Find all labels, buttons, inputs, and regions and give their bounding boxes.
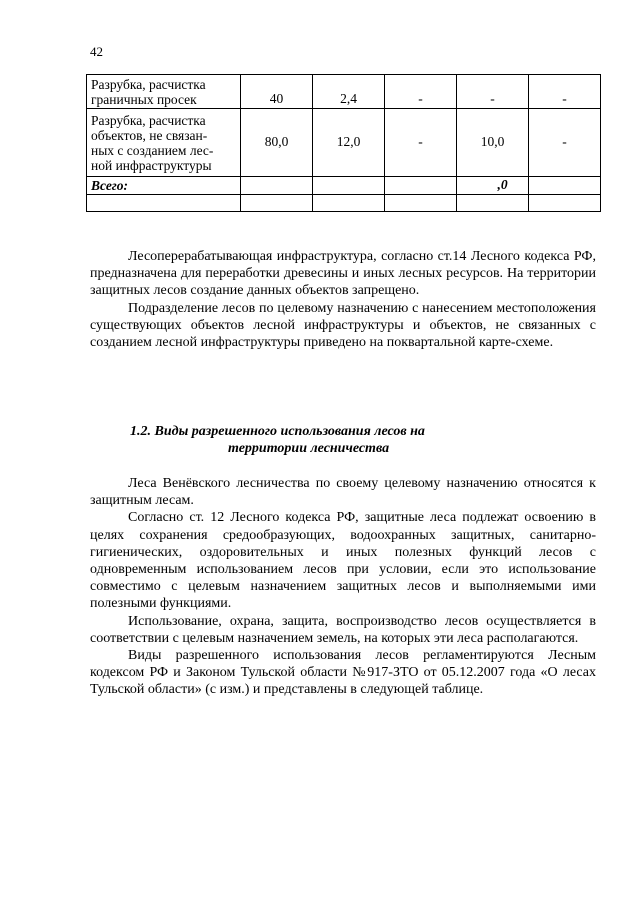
- table-cell: [529, 195, 601, 212]
- infrastructure-text: [90, 248, 596, 351]
- page-number: 42: [90, 44, 103, 59]
- table-cell: -: [385, 75, 457, 109]
- permitted-use-text: [90, 475, 596, 699]
- table-row: [87, 109, 601, 177]
- total-label: Всего:: [87, 177, 241, 195]
- heading-line: территории лесничества: [228, 441, 390, 456]
- row-name-cell: [87, 75, 241, 109]
- table-cell: 40: [241, 75, 313, 109]
- row-name-line: Разрубка, расчистка: [91, 112, 206, 128]
- table-cell: -: [529, 109, 601, 177]
- table-cell: [241, 177, 313, 195]
- paragraph: Согласно ст. 12 Лесного кодекса РФ, защитные леса подлежат освоению в целях сохранения средообразующих, водоохранных защитных, санитарно-гигиенических, оздоровительных и иных полезных функций лесов с одновременным использованием лесов при условии, если это использование совместимо с целевым назначением защитных лесов и выполняемыми ими полезными функциями.: [90, 510, 596, 612]
- paragraph: Подразделение лесов по целевому назначению с нанесением местоположения существующих объектов лесной инфраструктуры и объектов, не связанных с созданием лесной инфраструктуры приведено на поквартальной карте-схеме.: [90, 300, 596, 351]
- heading-line: 1.2. Виды разрешенного использования лесов на: [130, 424, 425, 439]
- paragraph: Виды разрешенного использования лесов регламентируются Лесным кодексом РФ и Законом Тульской области №917-ЗТО от 05.12.2007 года «О лесах Тульской области» (с изм.) и представлены в следующей таблице.: [90, 648, 596, 698]
- table-cell: 12,0: [313, 109, 385, 177]
- table-cell: [385, 195, 457, 212]
- table-cell: [241, 195, 313, 212]
- paragraph: Леса Венёвского лесничества по своему целевому назначению относятся к защитным лесам.: [90, 476, 596, 509]
- table-cell: [87, 195, 241, 212]
- table-cell: -: [529, 75, 601, 109]
- forest-works-table: [86, 74, 601, 212]
- table-cell: [313, 177, 385, 195]
- table-row: [87, 75, 601, 109]
- row-name-cell: [87, 109, 241, 177]
- paragraph: Использование, охрана, защита, воспроизводство лесов осуществляется в соответствии с целевым назначением земель, на которых эти леса располагаются.: [90, 613, 596, 646]
- table-row-empty: [87, 195, 601, 212]
- table-cell: -: [385, 109, 457, 177]
- table-cell: 2,4: [313, 75, 385, 109]
- row-name-line: Разрубка, расчистка: [91, 76, 206, 92]
- section-heading: [130, 423, 490, 457]
- row-name-line: ной инфраструктуры: [91, 157, 212, 173]
- paragraph: Лесоперерабатывающая инфраструктура, согласно ст.14 Лесного кодекса РФ, предназначена для переработки древесины и иных лесных ресурсов. На территории защитных лесов создание данных объектов запрещено.: [90, 249, 596, 299]
- table-total-row: [87, 177, 601, 195]
- table-cell: 10,0: [457, 109, 529, 177]
- table-cell: [529, 177, 601, 195]
- table-cell: [457, 195, 529, 212]
- table-cell: 80,0: [241, 109, 313, 177]
- table-cell: [385, 177, 457, 195]
- row-name-line: ных с созданием лес-: [91, 142, 214, 158]
- row-name-line: граничных просек: [91, 91, 197, 107]
- table-cell: -: [457, 75, 529, 109]
- table-cell: [313, 195, 385, 212]
- row-name-line: объектов, не связан-: [91, 127, 208, 143]
- table-cell: ,0: [457, 177, 529, 195]
